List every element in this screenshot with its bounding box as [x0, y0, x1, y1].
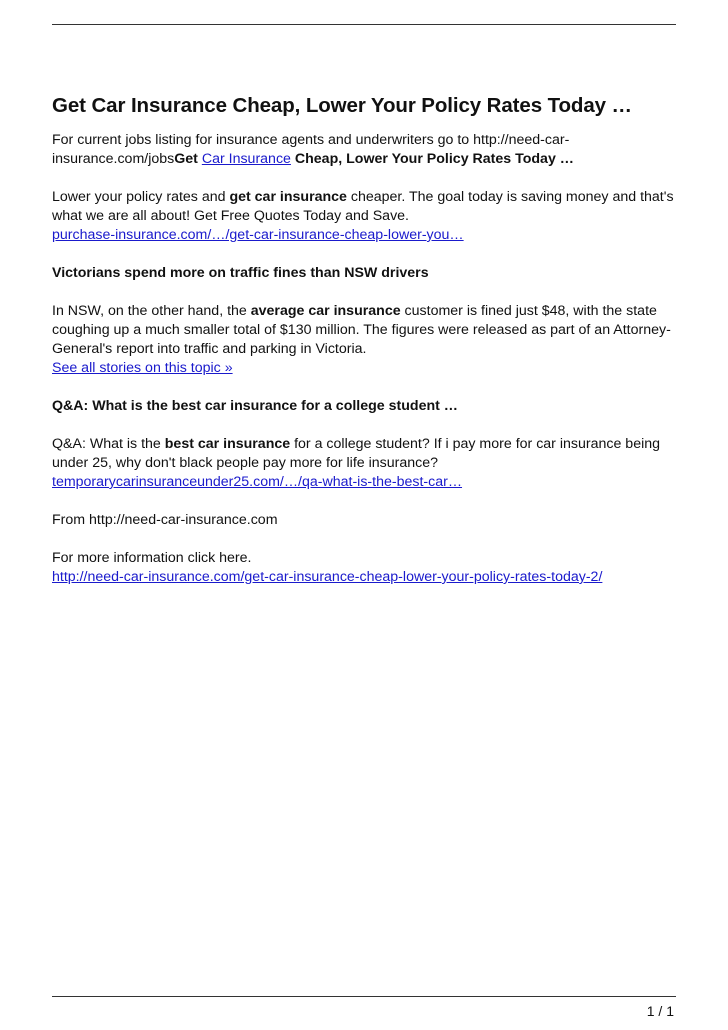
para2-bold: average car insurance [250, 303, 401, 319]
more-info-text: For more information click here. [52, 550, 252, 566]
footer-rule [52, 996, 676, 997]
header-rule [52, 24, 676, 25]
college-student-paragraph [52, 435, 682, 492]
para3-text-a: Q&A: What is the [52, 436, 165, 452]
para3-text-b: for a college student? If i pay more for car insurance being under 25, why don't black people pay more for life insurance? [52, 436, 661, 471]
car-insurance-link[interactable]: Car Insurance [201, 151, 291, 167]
page-title: Get Car Insurance Cheap, Lower Your Policy Rates Today … [52, 94, 632, 117]
all-stories-link[interactable]: See all stories on this topic » [52, 360, 233, 376]
intro-bold-before: Get [174, 151, 202, 167]
intro-paragraph [52, 131, 682, 169]
policy-rates-paragraph [52, 188, 682, 245]
heading-victorians: Victorians spend more on traffic fines than NSW drivers [52, 265, 429, 281]
purchase-insurance-link[interactable]: purchase-insurance.com/…/get-car-insurance-cheap-lower-you… [52, 227, 464, 243]
intro-text: For current jobs listing for insurance agents and underwriters go to http://need-car-insurance.com/jobs [52, 132, 570, 167]
source-line: From http://need-car-insurance.com [52, 512, 278, 528]
traffic-fines-paragraph [52, 302, 682, 378]
para1-text-a: Lower your policy rates and [52, 189, 230, 205]
para1-bold: get car insurance [229, 189, 347, 205]
document-body [52, 91, 682, 606]
section-heading-qa [52, 397, 682, 416]
more-info-paragraph [52, 549, 682, 587]
para1-text-b: cheaper. The goal today is saving money and that's what we are all about! Get Free Quotes Today and Save. [52, 189, 674, 224]
section-heading-victorians [52, 264, 682, 283]
para2-text-b: customer is fined just $48, with the state coughing up a much smaller total of $130 million. The figures were released as part of an Attorney-General's report into traffic and parking in Victoria. [52, 303, 671, 357]
para3-bold: best car insurance [164, 436, 291, 452]
intro-bold-after: Cheap, Lower Your Policy Rates Today … [290, 151, 574, 167]
more-info-link[interactable]: http://need-car-insurance.com/get-car-insurance-cheap-lower-your-policy-rates-today-2/ [52, 569, 603, 585]
page-number: 1 / 1 [646, 1003, 674, 1019]
temporary-insurance-link[interactable]: temporarycarinsuranceunder25.com/…/qa-what-is-the-best-car… [52, 474, 463, 490]
para2-text-a: In NSW, on the other hand, the [52, 303, 251, 319]
heading-qa: Q&A: What is the best car insurance for a college student … [52, 398, 458, 414]
